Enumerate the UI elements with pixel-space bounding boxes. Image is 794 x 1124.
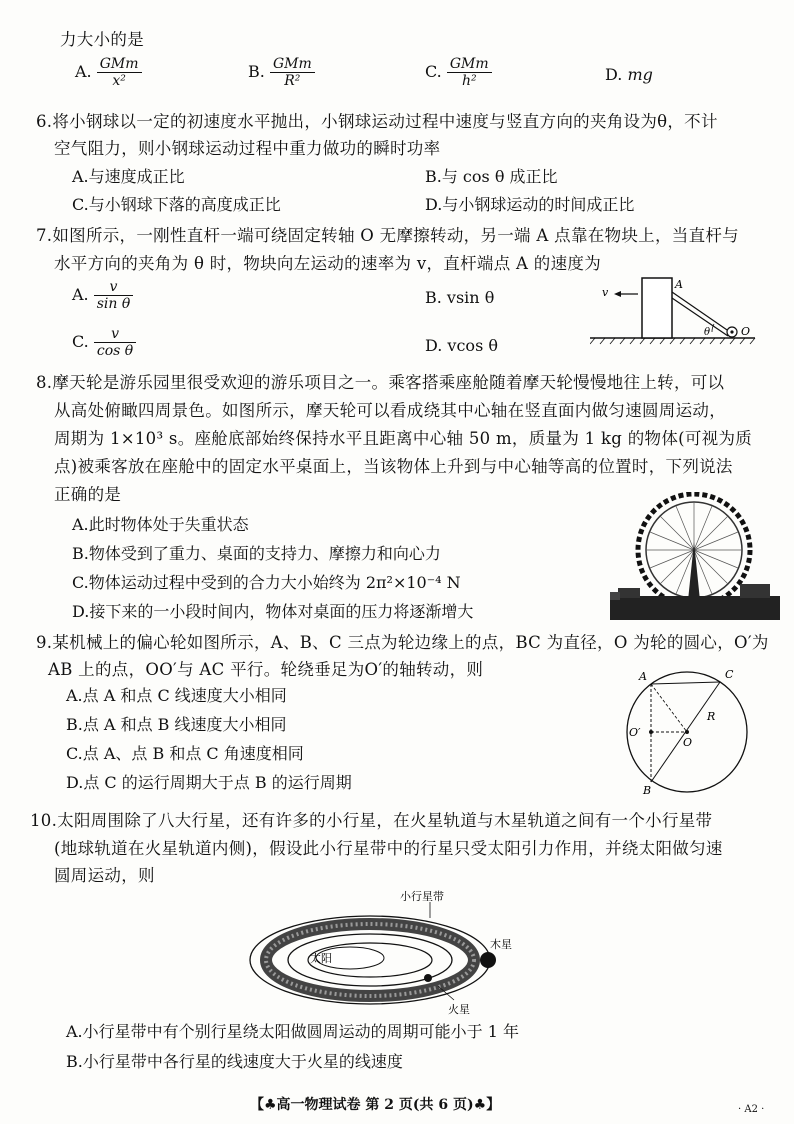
q10-stem-line1: 10.太阳周围除了八大行星，还有许多的小行星，在火星轨道与木星轨道之间有一个小行星带: [30, 811, 713, 830]
q7-option-c: C. $\frac{v}{\text{cos θ}}$: [72, 326, 136, 359]
eccentric-wheel-figure: [615, 660, 755, 798]
q8-stem-line3: 周期为 1×10³ s。座舱底部始终保持水平且距离中心轴 50 m，质量为 1 kg 的物体(可视为质: [54, 429, 753, 448]
label-Oprime: O′: [629, 726, 641, 739]
block: [642, 278, 672, 338]
q8-stem-line4: 点)被乘客放在座舱中的固定水平桌面上，当该物体上升到与中心轴等高的位置时，下列说法: [54, 457, 733, 476]
rod-bottom-edge: [672, 298, 728, 336]
ground-hatch: [590, 338, 755, 344]
label-A: A: [675, 278, 683, 291]
q9-option-d: D.点 C 的运行周期大于点 B 的运行周期: [66, 773, 352, 792]
q7-option-d: D. vcos θ: [425, 336, 498, 355]
q10-option-b: B.小行星带中各行星的线速度大于火星的线速度: [66, 1052, 403, 1071]
q6-option-d: D.与小钢球运动的时间成正比: [425, 195, 635, 214]
q8-option-b: B.物体受到了重力、桌面的支持力、摩擦力和向心力: [72, 544, 441, 563]
q7-option-a: A. $\frac{v}{\text{sin θ}}$: [72, 279, 133, 312]
q8-option-d: D.接下来的一小段时间内，物体对桌面的压力将逐渐增大: [72, 602, 474, 621]
q9-stem-line2: AB 上的点，OO′与 AC 平行。轮绕垂足为O′的轴转动，则: [48, 660, 484, 679]
ground-silhouette: [610, 596, 780, 620]
q9-option-c: C.点 A、点 B 和点 C 角速度相同: [66, 744, 304, 763]
q9-option-a: A.点 A 和点 C 线速度大小相同: [66, 686, 287, 705]
q8-stem-line5: 正确的是: [54, 485, 122, 504]
q5-option-d: D. mg: [605, 65, 653, 84]
q7-rod-block-figure: [590, 274, 760, 350]
q6-option-a: A.与速度成正比: [72, 167, 185, 186]
mars: [424, 974, 432, 982]
label-R: R: [707, 710, 716, 723]
q8-stem-line1: 8.摩天轮是游乐园里很受欢迎的游乐项目之一。乘客搭乘座舱随着摩天轮慢慢地往上转，可以: [36, 373, 725, 392]
q8-stem-line2: 从高处俯瞰四周景色。如图所示，摩天轮可以看成绕其中心轴在竖直面内做匀速圆周运动，: [54, 401, 726, 420]
label-jupiter: 木星: [490, 938, 512, 951]
label-O: O: [741, 325, 751, 338]
ferris-wheel-photo: [610, 492, 780, 620]
label-asteroid-belt: 小行星带: [400, 890, 444, 903]
top-line: 力大小的是: [60, 30, 144, 49]
q9-stem-line1: 9.某机械上的偏心轮如图所示，A、B、C 三点为轮边缘上的点，BC 为直径，O 为轮的圆心，O′为: [36, 633, 769, 652]
q5-option-a: A. $\frac{\text{GMm}}{\text{x²}}$: [75, 56, 142, 89]
rod-top-edge: [672, 292, 730, 332]
chord-AC: [651, 682, 720, 684]
label-C: C: [725, 668, 734, 681]
q6-stem-line2: 空气阻力，则小钢球运动过程中重力做功的瞬时功率: [54, 139, 441, 158]
q9-option-b: B.点 A 和点 B 线速度大小相同: [66, 715, 287, 734]
label-sun: 太阳: [310, 952, 332, 965]
page-footer: 【♣高一物理试卷 第 2 页(共 6 页)♣】: [250, 1097, 501, 1113]
q6-option-b: B.与 cos θ 成正比: [425, 167, 558, 186]
label-v: v: [602, 286, 609, 299]
q5-option-b: B. $\frac{\text{GMm}}{\text{R²}}$: [248, 56, 315, 89]
q8-option-a: A.此时物体处于失重状态: [72, 515, 249, 534]
q7-stem-line1: 7.如图所示，一刚性直杆一端可绕固定转轴 O 无摩擦转动，另一端 A 点靠在物块上，当直杆与: [36, 226, 739, 245]
label-theta: θ: [704, 327, 711, 338]
q6-stem-line1: 6.将小钢球以一定的初速度水平抛出，小钢球运动过程中速度与竖直方向的夹角设为θ，不计: [36, 112, 718, 131]
label-O: O: [683, 736, 693, 749]
jupiter: [480, 952, 496, 968]
q7-option-b: B. vsin θ: [425, 288, 495, 307]
q10-stem-line2: (地球轨道在火星轨道内侧)，假设此小行星带中的行星只受太阳引力作用，并绕太阳做匀速: [54, 839, 723, 858]
q8-option-c: C.物体运动过程中受到的合力大小始终为 2π²×10⁻⁴ N: [72, 573, 461, 592]
q10-stem-line3: 圆周运动，则: [54, 866, 155, 885]
q5-option-c: C. $\frac{\text{GMm}}{\text{h²}}$: [425, 56, 492, 89]
velocity-arrowhead: [614, 291, 621, 297]
label-mars: 火星: [448, 1003, 470, 1016]
q10-option-a: A.小行星带中有个别行星绕太阳做圆周运动的周期可能小于 1 年: [66, 1022, 519, 1041]
label-B: B: [643, 784, 652, 797]
q7-stem-line2: 水平方向的夹角为 θ 时，物块向左运动的速率为 v，直杆端点 A 的速度为: [54, 254, 601, 273]
label-A: A: [639, 670, 647, 683]
q6-option-c: C.与小钢球下落的高度成正比: [72, 195, 281, 214]
asteroid-belt-figure: [240, 888, 530, 1018]
corner-mark: · A2 ·: [738, 1104, 765, 1115]
